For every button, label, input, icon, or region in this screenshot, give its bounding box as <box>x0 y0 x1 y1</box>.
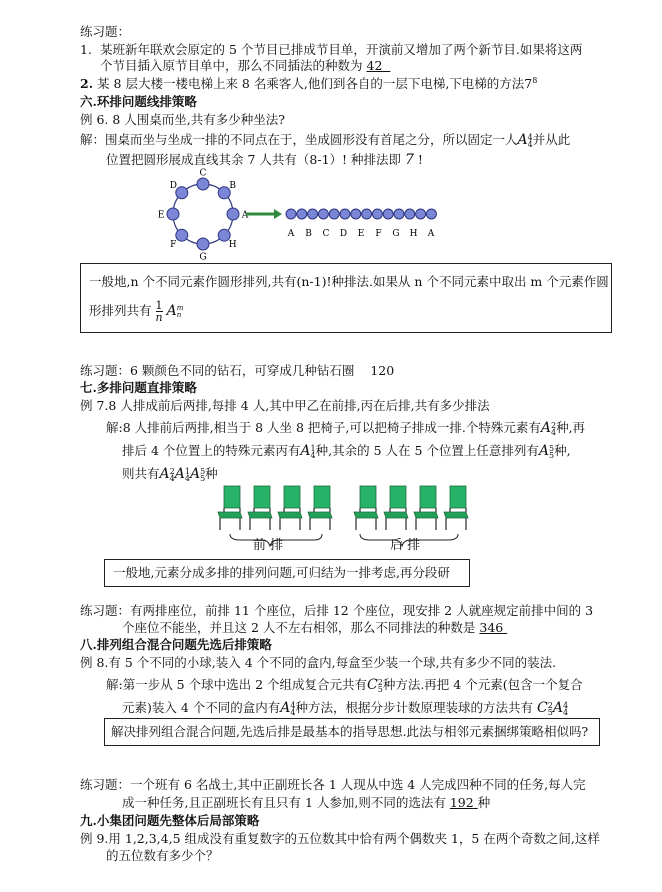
line-beads <box>286 209 436 219</box>
chair <box>384 486 408 530</box>
line-label: D <box>339 229 348 239</box>
line-bead <box>340 209 350 219</box>
practice-item-1-line-1: 某班新年联欢会原定的 5 个节目已排成节目单，开演前又增加了两个新节目.如果将这两 <box>100 42 583 57</box>
section-8-practice-line-1: 练习题：一个班有 6 名战士,其中正副班长各 1 人现从中选 4 人完成四种不同的任务,每人完 <box>80 777 586 792</box>
line-label: H <box>409 229 418 239</box>
ring-label: H <box>228 240 237 251</box>
ring-bead <box>227 208 239 220</box>
line-label: B <box>305 229 312 239</box>
example-7: 例 7.8 人排成前后两排,每排 4 人,其中甲乙在前排,丙在后排,共有多少排法 <box>80 398 490 413</box>
example-8-solution-line-1: 解:第一步从 5 个球中选出 2 个组成复合元共有C2 5种方法.再把 4 个元素(包含一个复合 <box>106 677 583 694</box>
line-labels <box>287 229 435 239</box>
ring-beads <box>167 178 239 250</box>
ring-label: G <box>199 252 207 263</box>
line-label: A <box>427 229 435 239</box>
ring-bead <box>197 178 209 190</box>
line-label: F <box>375 229 382 239</box>
line-bead <box>405 209 415 219</box>
line-bead <box>372 209 382 219</box>
line-bead <box>297 209 307 219</box>
line-bead <box>416 209 426 219</box>
ring-bead <box>176 187 188 199</box>
practice-heading: 练习题： <box>80 24 131 39</box>
ring-bead <box>167 208 179 220</box>
ring-label: C <box>199 168 207 179</box>
line-bead <box>383 209 393 219</box>
chair <box>278 486 302 530</box>
ring-label: F <box>170 240 177 251</box>
chairs-diagram <box>210 486 490 556</box>
summary-box-mixed <box>104 718 600 746</box>
chair <box>248 486 272 530</box>
line-label: A <box>287 229 295 239</box>
back-row-label: 后 排 <box>390 538 421 553</box>
line-bead <box>286 209 296 219</box>
chair <box>444 486 468 530</box>
chair <box>218 486 242 530</box>
circular-arrangement-diagram <box>150 166 450 263</box>
line-label: G <box>392 229 400 239</box>
ring-bead <box>197 238 209 250</box>
line-label: E <box>357 229 365 239</box>
section-7-title: 七.多排问题直排策略 <box>80 380 197 395</box>
example-8-solution-line-2: 元素)装入 4 个不同的盒内有A4 4种方法，根据分步计数原理装球的方法共有 C2 5A4 4 <box>122 700 569 717</box>
summary-box-circular <box>80 263 612 333</box>
summary-box-circular-line-2: 形排列共有 $\frac{1}{n}$ Am n <box>89 299 184 324</box>
ring-label: B <box>229 180 237 191</box>
summary-box-mixed-text: 解决排列组合混合问题,先选后排是最基本的指导思想.此法与相邻元素捆绑策略相似吗? <box>111 724 589 739</box>
example-9-line-2: 的五位数有多少个？ <box>106 848 219 863</box>
section-6-practice: 练习题：6 颗颜色不同的钻石，可穿成几种钻石圈 120 <box>80 363 395 378</box>
summary-box-multirow <box>104 559 470 587</box>
example-6-solution-line-1: 解：围桌而坐与坐成一排的不同点在于，坐成圆形没有首尾之分，所以固定一人A4 4并从此 <box>80 132 571 149</box>
section-9-title: 九.小集团问题先整体后局部策略 <box>80 813 260 828</box>
summary-box-multirow-text: 一般地,元素分成多排的排列问题,可归结为一排考虑,再分段研 <box>113 565 450 580</box>
example-8: 例 8.有 5 个不同的小球,装入 4 个不同的盒内,每盒至少装一个球,共有多少不同的装法. <box>80 655 557 670</box>
chair <box>354 486 378 530</box>
line-bead <box>351 209 361 219</box>
practice-item-1-number: 1. <box>80 42 92 57</box>
practice-item-1-answer: 42 <box>366 58 383 73</box>
section-7-practice-line-2: 个座位不能坐，并且这 2 人不左右相邻，那么不同排法的种数是 346 <box>122 620 504 635</box>
example-7-solution-line-3: 则共有A2 4A1 4A5 5种 <box>122 466 218 483</box>
front-row-label: 前 排 <box>253 538 284 553</box>
ring-label: E <box>157 210 165 221</box>
section-8-practice-line-2: 成一种任务,且正副班长有且只有 1 人参加,则不同的选法有 192 种 <box>122 795 491 810</box>
ring-label: A <box>241 210 249 221</box>
arrow-head <box>274 209 282 219</box>
ring-bead <box>176 229 188 241</box>
line-bead <box>329 209 339 219</box>
line-bead <box>308 209 318 219</box>
line-label: C <box>322 229 330 239</box>
practice-item-1-line-2: 个节目插入原节目单中，那么不同插法的种数为 42 <box>100 58 383 73</box>
summary-box-circular-line-1: 一般地,n 个不同元素作圆形排列,共有(n-1)!种排法.如果从 n 个不同元素中取出 m 个元素作圆 <box>89 274 609 289</box>
example-6-solution-line-2: 位置把圆形展成直线其余 7 人共有（8-1）! 种排法即 7 ! <box>106 152 423 168</box>
line-bead <box>362 209 372 219</box>
line-bead <box>394 209 404 219</box>
line-bead <box>318 209 328 219</box>
line-bead <box>426 209 436 219</box>
example-9-line-1: 例 9.用 1,2,3,4,5 组成没有重复数字的五位数其中恰有两个偶数夹 1，5 在两个奇数之间,这样 <box>80 831 600 846</box>
section-6-title: 六.环排问题线排策略 <box>80 94 197 109</box>
example-7-solution-line-2: 排后 4 个位置上的特殊元素丙有A1 4种,其余的 5 人在 5 个位置上任意排列有A5 5种, <box>122 443 571 460</box>
chair <box>308 486 332 530</box>
example-6: 例 6. 8 人围桌而坐,共有多少种坐法? <box>80 112 285 127</box>
example-7-solution-line-1: 解:8 人排前后两排,相当于 8 人坐 8 把椅子,可以把椅子排成一排.个特殊元素有A2 4种,再 <box>106 420 586 437</box>
section-8-title: 八.排列组合混合问题先选后排策略 <box>80 637 272 652</box>
chair <box>414 486 438 530</box>
ring-label: D <box>169 180 177 191</box>
section-7-practice-line-1: 练习题：有两排座位，前排 11 个座位，后排 12 个座位，现安排 2 人就座规定前排中间的 3 <box>80 603 594 618</box>
practice-item-2: 2. 某 8 层大楼一楼电梯上来 8 名乘客人,他们到各自的一层下电梯,下电梯的方法$7^8$ <box>80 75 538 91</box>
